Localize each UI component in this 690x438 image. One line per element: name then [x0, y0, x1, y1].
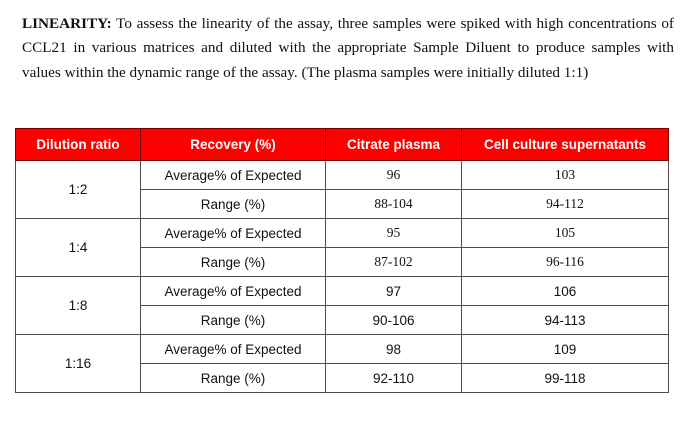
citrate-value: 87-102	[326, 248, 462, 277]
citrate-value: 90-106	[326, 306, 462, 335]
citrate-value: 92-110	[326, 364, 462, 393]
linearity-paragraph	[22, 12, 674, 85]
recovery-label: Range (%)	[141, 248, 326, 277]
recovery-label: Range (%)	[141, 306, 326, 335]
table-row	[16, 219, 669, 248]
header-citrate-plasma: Citrate plasma	[326, 129, 462, 161]
dilution-cell: 1:4	[16, 219, 141, 277]
cell-value: 109	[462, 335, 669, 364]
linearity-table	[15, 128, 669, 393]
recovery-label: Range (%)	[141, 364, 326, 393]
table-row	[16, 161, 669, 190]
citrate-value: 95	[326, 219, 462, 248]
table-row	[16, 335, 669, 364]
dilution-cell: 1:8	[16, 277, 141, 335]
recovery-label: Average% of Expected	[141, 335, 326, 364]
recovery-label: Range (%)	[141, 190, 326, 219]
table-row	[16, 277, 669, 306]
recovery-label: Average% of Expected	[141, 277, 326, 306]
recovery-label: Average% of Expected	[141, 161, 326, 190]
citrate-value: 88-104	[326, 190, 462, 219]
citrate-value: 98	[326, 335, 462, 364]
cell-value: 94-113	[462, 306, 669, 335]
citrate-value: 96	[326, 161, 462, 190]
table-header-row	[16, 129, 669, 161]
header-dilution-ratio: Dilution ratio	[16, 129, 141, 161]
cell-value: 99-118	[462, 364, 669, 393]
cell-value: 103	[462, 161, 669, 190]
cell-value: 94-112	[462, 190, 669, 219]
dilution-cell: 1:2	[16, 161, 141, 219]
linearity-heading: LINEARITY:	[22, 15, 112, 32]
cell-value: 105	[462, 219, 669, 248]
header-cell-culture: Cell culture supernatants	[462, 129, 669, 161]
header-recovery: Recovery (%)	[141, 129, 326, 161]
dilution-cell: 1:16	[16, 335, 141, 393]
recovery-label: Average% of Expected	[141, 219, 326, 248]
cell-value: 96-116	[462, 248, 669, 277]
cell-value: 106	[462, 277, 669, 306]
linearity-text: To assess the linearity of the assay, three samples were spiked with high concentrations of CCL21 in various matrices and diluted with the appropriate Sample Diluent to produce samples with values within the dynamic range of the assay. (The plasma samples were initially diluted 1:1)	[22, 15, 674, 81]
citrate-value: 97	[326, 277, 462, 306]
